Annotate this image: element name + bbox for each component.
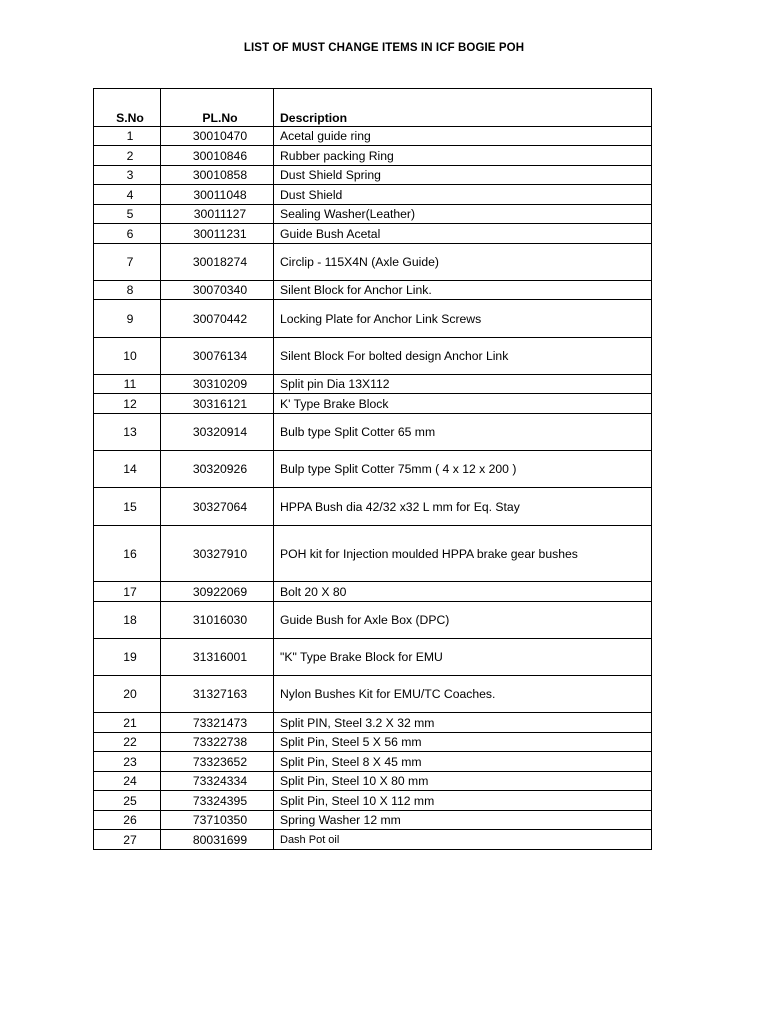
table-header-row [94, 89, 652, 127]
cell-pl-no: 73324334 [161, 772, 274, 791]
cell-description: Split Pin, Steel 10 X 80 mm [274, 772, 652, 791]
table-row [94, 676, 652, 713]
table-row [94, 146, 652, 166]
table-row [94, 300, 652, 338]
cell-pl-no: 73323652 [161, 752, 274, 772]
header-sno: S.No [94, 89, 161, 127]
cell-description: K' Type Brake Block [274, 394, 652, 414]
table-row [94, 526, 652, 582]
cell-pl-no: 30070442 [161, 300, 274, 338]
cell-pl-no: 30070340 [161, 281, 274, 300]
cell-sno: 2 [94, 146, 161, 166]
cell-pl-no: 31016030 [161, 602, 274, 639]
cell-description: Bolt 20 X 80 [274, 582, 652, 602]
cell-pl-no: 30320914 [161, 414, 274, 451]
cell-sno: 5 [94, 205, 161, 224]
table-row [94, 791, 652, 811]
header-description: Description [274, 89, 652, 127]
cell-sno: 14 [94, 451, 161, 488]
cell-pl-no: 31316001 [161, 639, 274, 676]
cell-pl-no: 30316121 [161, 394, 274, 414]
cell-sno: 26 [94, 811, 161, 830]
table-row [94, 185, 652, 205]
table-row [94, 639, 652, 676]
table-row [94, 752, 652, 772]
header-pl-no: PL.No [161, 89, 274, 127]
cell-description: Split Pin, Steel 10 X 112 mm [274, 791, 652, 811]
table-row [94, 451, 652, 488]
cell-sno: 21 [94, 713, 161, 733]
page-title: LIST OF MUST CHANGE ITEMS IN ICF BOGIE POH [243, 42, 525, 54]
table-row [94, 830, 652, 850]
cell-sno: 20 [94, 676, 161, 713]
table-row [94, 733, 652, 752]
cell-pl-no: 73321473 [161, 713, 274, 733]
table-row [94, 205, 652, 224]
cell-description: Silent Block for Anchor Link. [274, 281, 652, 300]
cell-sno: 16 [94, 526, 161, 582]
cell-sno: 27 [94, 830, 161, 850]
table-row [94, 375, 652, 394]
cell-description: Dash Pot oil [274, 830, 652, 850]
table-row [94, 811, 652, 830]
cell-pl-no: 30011231 [161, 224, 274, 244]
cell-pl-no: 30922069 [161, 582, 274, 602]
cell-description: Acetal guide ring [274, 127, 652, 146]
cell-description: Split Pin, Steel 8 X 45 mm [274, 752, 652, 772]
cell-pl-no: 30010846 [161, 146, 274, 166]
cell-sno: 19 [94, 639, 161, 676]
table-row [94, 338, 652, 375]
table-row [94, 224, 652, 244]
cell-pl-no: 30011127 [161, 205, 274, 224]
cell-description: Dust Shield [274, 185, 652, 205]
table-body [94, 127, 652, 850]
cell-pl-no: 73322738 [161, 733, 274, 752]
cell-description: Locking Plate for Anchor Link Screws [274, 300, 652, 338]
cell-description: POH kit for Injection moulded HPPA brake gear bushes [274, 526, 652, 582]
table-row [94, 582, 652, 602]
cell-sno: 1 [94, 127, 161, 146]
cell-description: "K" Type Brake Block for EMU [274, 639, 652, 676]
cell-description: Split Pin, Steel 5 X 56 mm [274, 733, 652, 752]
cell-sno: 15 [94, 488, 161, 526]
table-row [94, 414, 652, 451]
cell-pl-no: 80031699 [161, 830, 274, 850]
table-row [94, 166, 652, 185]
cell-pl-no: 30011048 [161, 185, 274, 205]
cell-sno: 23 [94, 752, 161, 772]
cell-sno: 24 [94, 772, 161, 791]
cell-sno: 8 [94, 281, 161, 300]
cell-sno: 4 [94, 185, 161, 205]
table-row [94, 602, 652, 639]
cell-description: Split PIN, Steel 3.2 X 32 mm [274, 713, 652, 733]
cell-description: Split pin Dia 13X112 [274, 375, 652, 394]
cell-description: Bulp type Split Cotter 75mm ( 4 x 12 x 200 ) [274, 451, 652, 488]
cell-description: Guide Bush Acetal [274, 224, 652, 244]
table-row [94, 772, 652, 791]
cell-sno: 6 [94, 224, 161, 244]
cell-pl-no: 30018274 [161, 244, 274, 281]
cell-pl-no: 30320926 [161, 451, 274, 488]
cell-description: Silent Block For bolted design Anchor Link [274, 338, 652, 375]
cell-pl-no: 30010858 [161, 166, 274, 185]
cell-description: Nylon Bushes Kit for EMU/TC Coaches. [274, 676, 652, 713]
cell-sno: 10 [94, 338, 161, 375]
cell-description: Rubber packing Ring [274, 146, 652, 166]
cell-sno: 12 [94, 394, 161, 414]
cell-description: HPPA Bush dia 42/32 x32 L mm for Eq. Stay [274, 488, 652, 526]
cell-pl-no: 30327064 [161, 488, 274, 526]
table-row [94, 488, 652, 526]
cell-pl-no: 30076134 [161, 338, 274, 375]
cell-sno: 9 [94, 300, 161, 338]
cell-pl-no: 30010470 [161, 127, 274, 146]
cell-description: Dust Shield Spring [274, 166, 652, 185]
cell-sno: 13 [94, 414, 161, 451]
cell-sno: 22 [94, 733, 161, 752]
cell-sno: 25 [94, 791, 161, 811]
cell-description: Circlip - 115X4N (Axle Guide) [274, 244, 652, 281]
must-change-items-table [93, 88, 652, 850]
cell-description: Bulb type Split Cotter 65 mm [274, 414, 652, 451]
cell-sno: 17 [94, 582, 161, 602]
cell-sno: 3 [94, 166, 161, 185]
table-row [94, 244, 652, 281]
cell-pl-no: 30327910 [161, 526, 274, 582]
cell-pl-no: 73710350 [161, 811, 274, 830]
cell-sno: 18 [94, 602, 161, 639]
cell-sno: 7 [94, 244, 161, 281]
cell-sno: 11 [94, 375, 161, 394]
table-row [94, 281, 652, 300]
table-row [94, 127, 652, 146]
table-row [94, 394, 652, 414]
table-row [94, 713, 652, 733]
cell-description: Sealing Washer(Leather) [274, 205, 652, 224]
cell-pl-no: 73324395 [161, 791, 274, 811]
cell-description: Guide Bush for Axle Box (DPC) [274, 602, 652, 639]
cell-pl-no: 30310209 [161, 375, 274, 394]
cell-description: Spring Washer 12 mm [274, 811, 652, 830]
cell-pl-no: 31327163 [161, 676, 274, 713]
